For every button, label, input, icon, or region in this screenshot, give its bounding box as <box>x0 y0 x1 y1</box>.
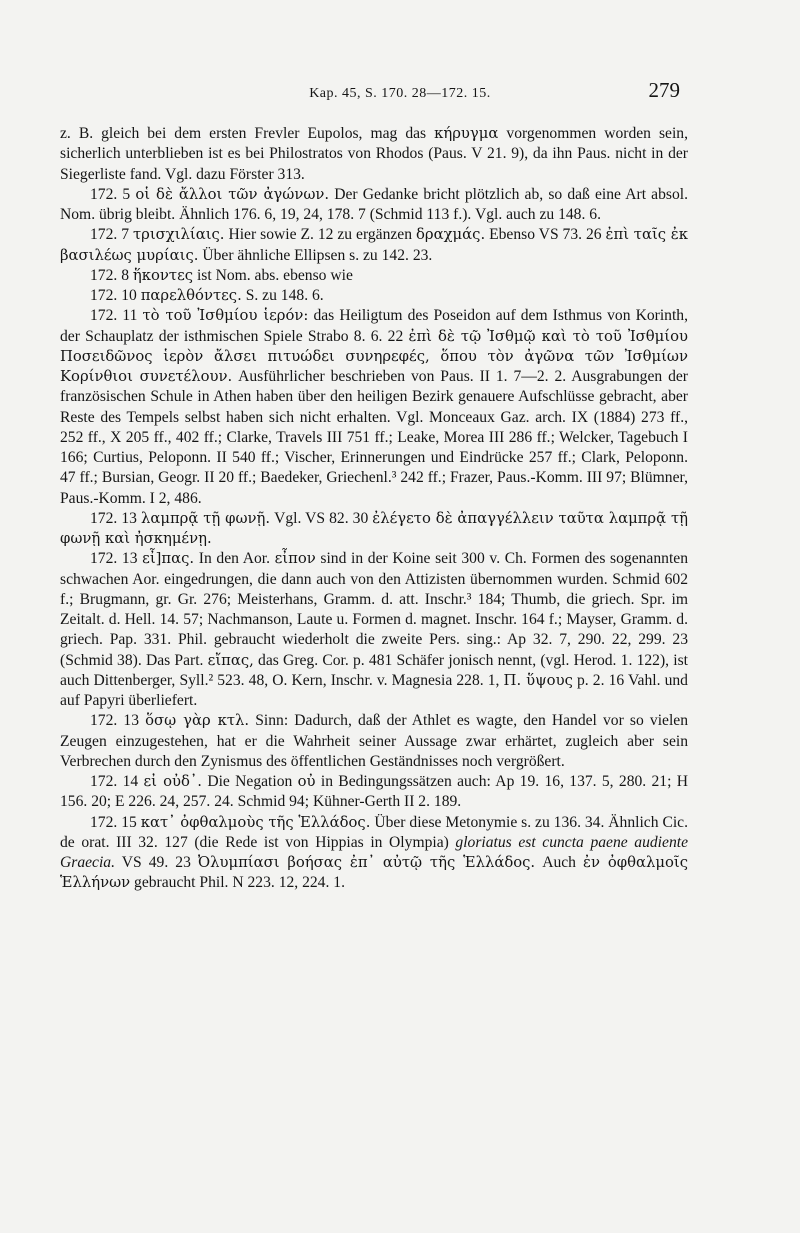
text-run: Ebenso VS 73. 26 <box>485 226 606 244</box>
greek-quotation: τὸ τοῦ Ἰσθμίου ἱερόν: <box>142 307 309 325</box>
text-run: 172. 13 <box>90 509 141 527</box>
greek-quotation: εἶ]πας. <box>142 550 195 568</box>
text-run: 172. 11 <box>90 307 143 325</box>
page-header <box>0 78 800 108</box>
text-run: Auch <box>535 854 584 871</box>
greek-quotation: εἰ οὐδ᾽. <box>143 773 203 790</box>
text-run: 172. 14 <box>90 773 144 790</box>
text-run: 172. 10 <box>90 287 141 304</box>
commentary-paragraph <box>60 306 688 509</box>
text-run: Vgl. VS 82. 30 <box>270 509 373 527</box>
text-run: in Bedingungssätzen auch: Ap 19. 16, 137. 5, 280. 21; H 156. 20; E 226. 24, 257. 24. Schmid 94; Kühner-Gerth II 2. 189. <box>60 773 688 811</box>
text-run: das Heiligtum des Poseidon auf dem Isthmus von Korinth, der Schauplatz der isthmischen Spiele Strabo 8. 6. 22 <box>60 307 688 345</box>
text-run: VS 49. 23 <box>115 854 198 871</box>
text-run: Der Gedanke bricht plötzlich ab, so daß eine Art absol. Nom. übrig bleibt. Ähnlich 176. 6, 19, 24, 178. 7 (Schmid 113 f.). Vgl. auch zu 148. 6. <box>60 185 688 223</box>
text-run: Sinn: Dadurch, daß der Athlet es wagte, den Handel vor so vielen Zeugen einzugestehen, hat er die Wahrheit seiner Aussage zwar erhärtet, zugleich aber sein Verbrechen durch den Zynismus des öffentlichen Geständnisses noch vergrößert. <box>60 712 688 770</box>
commentary-paragraph <box>60 549 688 711</box>
greek-quotation: Ὀλυμπίασι βοήσας ἐπ᾽ αὐτῷ τῆς Ἑλλάδος. <box>197 854 536 871</box>
commentary-paragraph <box>60 185 688 226</box>
greek-quotation: ἐπὶ ταῖς ἐκ βασιλέως μυρίαις. <box>60 226 688 264</box>
greek-quotation: τρισχιλίαις. <box>132 226 225 244</box>
greek-quotation: οἱ δὲ ἄλλοι τῶν ἀγώνων. <box>135 185 330 203</box>
text-run: 172. 5 <box>90 185 136 203</box>
text-run: 172. 15 <box>90 813 141 831</box>
text-run: In den Aor. <box>194 550 275 568</box>
greek-quotation: εἴπας, <box>207 651 254 669</box>
greek-quotation: παρελθόντες. <box>140 287 242 304</box>
greek-quotation: ἐλέγετο δὲ ἀπαγγέλλειν ταῦτα λαμπρᾷ τῇ φωνῇ καὶ ἠσκημένῃ. <box>60 509 688 547</box>
text-run: sind in der Koine seit 300 v. Ch. Formen des sogenannten schwachen Aor. eingedrungen, die dann auch von den Attizisten übernommen wurden. Schmid 602 f.; Brugmann, gr. Gr. 276; Meisterhans, Gramm. d. att. Inschr.³ 184; Thumb, die griech. Spr. im Zeitalt. d. Hell. 14. 57; Nachmanson, Laute u. Formen d. magnet. Inschr. 164 f.; Mayser, Gramm. d. griech. Pap. 331. Phil. gebraucht wiederholt die zweite Pers. sing.: Ap 32. 7, 290. 22, 299. 23 (Schmid 38). Das Part. <box>60 550 688 669</box>
text-run: Die Negation <box>202 773 298 790</box>
text-run: 172. 13 <box>90 712 146 730</box>
text-run: Ausführlicher beschrieben von Paus. II 1. 7—2. 2. Ausgrabungen der französischen Schule in Athen haben über den heiligen Bezirk genauere Aufschlüsse gebracht, aber Reste des Tempels selbst haben sich nicht erhalten. Vgl. Monceaux Gaz. arch. IX (1884) 273 ff., 252 ff., X 205 ff., 402 ff.; Clarke, Travels III 751 ff.; Leake, Morea III 286 ff.; Welcker, Tagebuch I 166; Curtius, Peloponn. II 540 ff.; Vischer, Erinnerungen und Eindrücke 257 ff.; Clark, Peloponn. 47 ff.; Bursian, Geogr. II 20 ff.; Baedeker, Griechenl.³ 242 ff.; Frazer, Paus.-Komm. III 97; Blümner, Paus.-Komm. I 2, 486. <box>60 368 688 507</box>
greek-quotation: ἥκοντες <box>132 266 194 284</box>
commentary-paragraph <box>60 509 688 550</box>
commentary-paragraph <box>60 813 688 894</box>
page-number: 279 <box>648 78 680 102</box>
text-run: z. B. gleich bei dem ersten Frevler Eupolos, mag das <box>60 125 435 142</box>
greek-quotation: εἶπον <box>274 550 316 568</box>
commentary-paragraph <box>60 266 688 286</box>
greek-quotation: δραχμάς. <box>415 226 486 244</box>
commentary-body <box>60 124 688 894</box>
greek-quotation: ὅσῳ γὰρ κτλ. <box>145 712 250 730</box>
text-run: das Greg. Cor. p. 481 Schäfer jonisch nennt, (vgl. Herod. 1. 122), ist auch Dittenberger, Syll.² 523. 48, O. Kern, Inschr. v. Magnesia 228. 1, <box>60 651 688 689</box>
text-run: Über ähnliche Ellipsen s. zu 142. 23. <box>198 246 433 264</box>
greek-quotation: λαμπρᾷ τῇ φωνῇ. <box>140 509 271 527</box>
commentary-paragraph <box>60 286 688 306</box>
text-run: 172. 7 <box>90 226 133 244</box>
latin-quotation: gloriatus est cuncta paene audiente Graecia. <box>60 833 688 871</box>
running-head: Kap. 45, S. 170. 28—172. 15. <box>309 86 491 101</box>
commentary-paragraph <box>60 225 688 266</box>
text-run: Über diese Metonymie s. zu 136. 34. Ähnlich Cic. de orat. III 32. 127 (die Rede ist von Hippias in Olympia) <box>60 813 688 851</box>
greek-quotation: ἐν ὀφθαλμοῖς Ἑλλήνων <box>60 854 688 892</box>
text-run: vorgenommen worden sein, sicherlich unterblieben ist es bei Philostratos von Rhodos (Paus. V 21. 9), da ihn Paus. nicht in der Siegerliste fand. Vgl. dazu Förster 313. <box>60 125 688 183</box>
greek-quotation: Π. ὕψους <box>503 671 573 689</box>
greek-quotation: κατ᾽ ὀφθαλμοὺς τῆς Ἑλλάδος. <box>140 813 371 831</box>
commentary-paragraph <box>60 711 688 772</box>
text-run: 172. 13 <box>90 550 143 568</box>
text-run: ist Nom. abs. ebenso wie <box>193 266 353 284</box>
text-run: S. zu 148. 6. <box>241 287 324 304</box>
text-run: p. 2. 16 Vahl. und auf Papyri überliefert. <box>60 671 688 709</box>
text-run: 172. 8 <box>90 266 133 284</box>
greek-quotation: ἐπὶ δὲ τῷ Ἰσθμῷ καὶ τὸ τοῦ Ἰσθμίου Ποσειδῶνος ἱερὸν ἄλσει πιτυώδει συνηρεφές, ὅπου τὸν ἀγῶνα τῶν Ἰσθμίων Κορίνθιοι συνετέλουν. <box>60 327 688 385</box>
commentary-paragraph <box>60 124 688 185</box>
greek-quotation: οὐ <box>297 773 316 790</box>
text-run: gebraucht Phil. N 223. 12, 224. 1. <box>130 874 345 892</box>
text-run: Hier sowie Z. 12 zu ergänzen <box>224 226 416 244</box>
greek-quotation: κήρυγμα <box>434 125 499 142</box>
commentary-paragraph <box>60 772 688 813</box>
